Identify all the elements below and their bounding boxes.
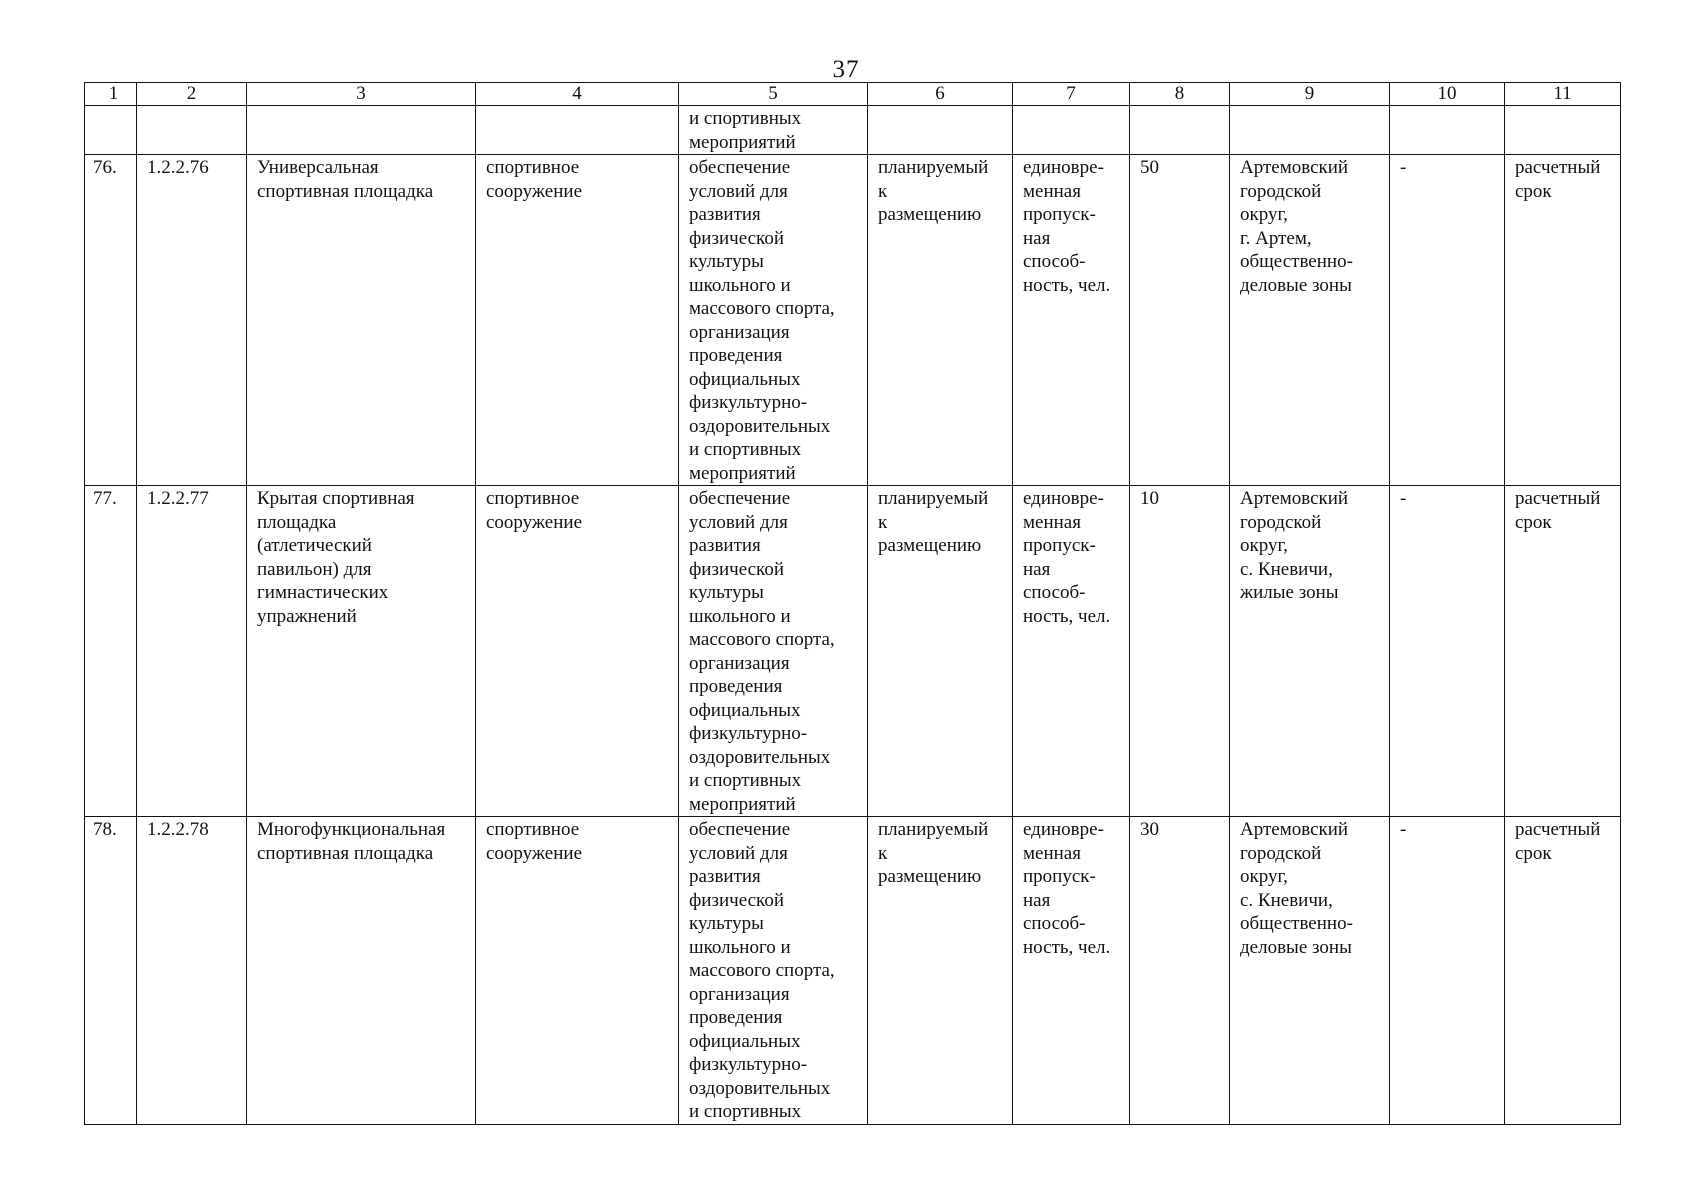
page-number: 37 [832, 56, 860, 83]
facility-purpose: обеспечение условий для развития физической культуры школьного и массового спорта, организация проведения официальных физкультурно- оздоровительных и спортивных мероприятий [679, 155, 868, 486]
row-number: 77. [85, 486, 137, 817]
capacity-value: 10 [1130, 486, 1230, 817]
facility-location: Артемовский городской округ, г. Артем, общественно- деловые зоны [1230, 155, 1390, 486]
column-header: 1 [85, 83, 137, 106]
implementation-term: расчетный срок [1505, 155, 1621, 486]
column-10-value: - [1390, 486, 1505, 817]
capacity-unit: единовре- менная пропуск- ная способ- ность, чел. [1013, 486, 1130, 817]
capacity-unit: единовре- менная пропуск- ная способ- ность, чел. [1013, 155, 1130, 486]
row-code: 1.2.2.77 [137, 486, 247, 817]
facility-type: спортивное сооружение [476, 155, 679, 486]
table-row [85, 486, 1621, 817]
row-code: 1.2.2.78 [137, 817, 247, 1125]
facility-purpose: обеспечение условий для развития физической культуры школьного и массового спорта, организация проведения официальных физкультурно- оздоровительных и спортивных [679, 817, 868, 1125]
facility-status: планируемый к размещению [868, 155, 1013, 486]
table-row [85, 817, 1621, 1125]
capacity-value: 50 [1130, 155, 1230, 486]
table-cell [247, 106, 476, 155]
column-header: 2 [137, 83, 247, 106]
table-cell [868, 106, 1013, 155]
column-number-header [85, 83, 1621, 106]
table-cell [679, 106, 868, 155]
column-header: 7 [1013, 83, 1130, 106]
row-code: 1.2.2.76 [137, 155, 247, 486]
table-cell [137, 106, 247, 155]
facility-purpose: обеспечение условий для развития физической культуры школьного и массового спорта, организация проведения официальных физкультурно- оздоровительных и спортивных мероприятий [679, 486, 868, 817]
facility-status: планируемый к размещению [868, 486, 1013, 817]
row-number: 76. [85, 155, 137, 486]
table-cell [1013, 106, 1130, 155]
facility-type: спортивное сооружение [476, 486, 679, 817]
column-header: 10 [1390, 83, 1505, 106]
column-header: 8 [1130, 83, 1230, 106]
column-header: 3 [247, 83, 476, 106]
implementation-term: расчетный срок [1505, 486, 1621, 817]
column-header: 4 [476, 83, 679, 106]
capacity-unit: единовре- менная пропуск- ная способ- ность, чел. [1013, 817, 1130, 1125]
facilities-table [84, 82, 1621, 1125]
column-header: 11 [1505, 83, 1621, 106]
facility-location: Артемовский городской округ, с. Кневичи, общественно- деловые зоны [1230, 817, 1390, 1125]
table-cell [1505, 106, 1621, 155]
table-cell [1390, 106, 1505, 155]
purpose-continued: и спортивных мероприятий [689, 108, 802, 153]
facility-name: Универсальная спортивная площадка [247, 155, 476, 486]
column-header: 9 [1230, 83, 1390, 106]
table-cell [1230, 106, 1390, 155]
table-cell [85, 106, 137, 155]
column-header: 5 [679, 83, 868, 106]
column-10-value: - [1390, 155, 1505, 486]
row-number: 78. [85, 817, 137, 1125]
table-cell [1130, 106, 1230, 155]
implementation-term: расчетный срок [1505, 817, 1621, 1125]
column-header: 6 [868, 83, 1013, 106]
facility-type: спортивное сооружение [476, 817, 679, 1125]
facility-name: Крытая спортивная площадка (атлетический павильон) для гимнастических упражнений [247, 486, 476, 817]
facility-status: планируемый к размещению [868, 817, 1013, 1125]
table-row [85, 155, 1621, 486]
table-cell [476, 106, 679, 155]
facility-location: Артемовский городской округ, с. Кневичи, жилые зоны [1230, 486, 1390, 817]
capacity-value: 30 [1130, 817, 1230, 1125]
continued-row [85, 106, 1621, 155]
facility-name: Многофункциональная спортивная площадка [247, 817, 476, 1125]
column-10-value: - [1390, 817, 1505, 1125]
